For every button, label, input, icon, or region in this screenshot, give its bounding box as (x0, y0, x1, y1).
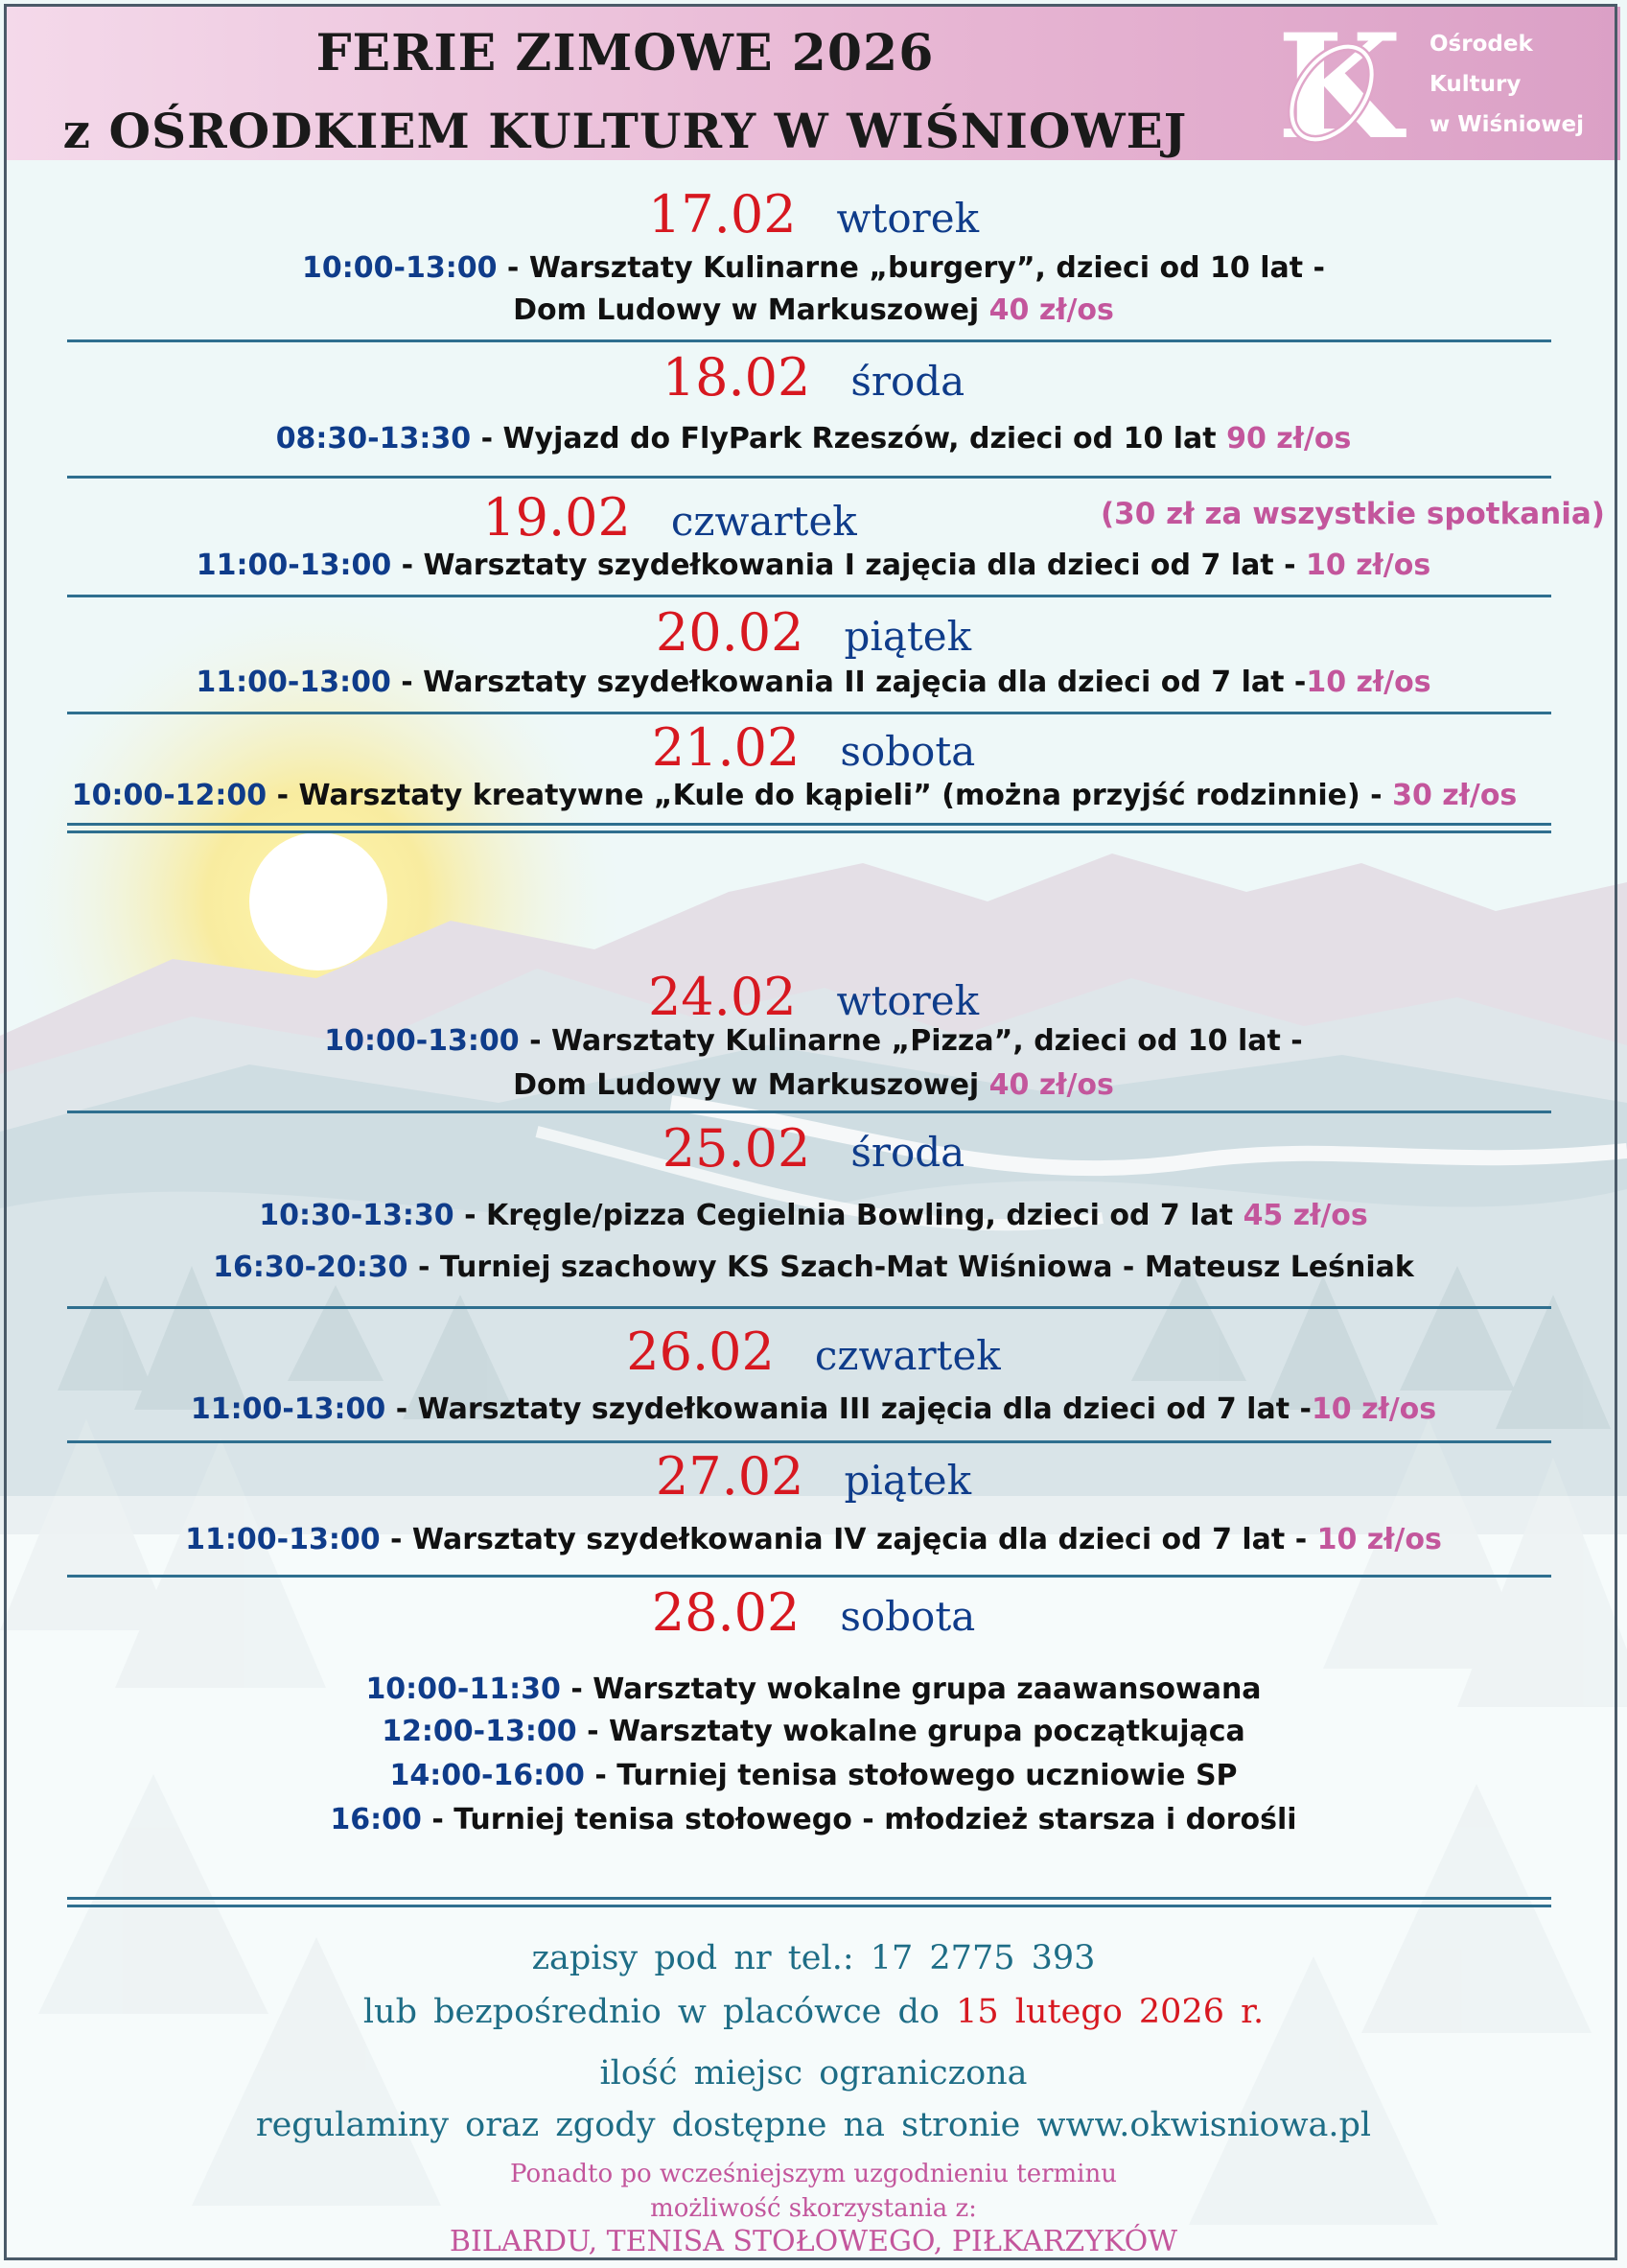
event-text: - Turniej tenisa stołowego uczniowie SP (584, 1759, 1238, 1792)
event-text: - Kręgle/pizza Cegielnia Bowling, dzieci od 7 lat (453, 1199, 1243, 1232)
day-date: 17.02 (647, 184, 797, 245)
day-date: 18.02 (662, 347, 811, 408)
poster-subtitle: z OŚRODKIEM KULTURY W WIŚNIOWEJ (62, 103, 1188, 159)
event-price: 90 zł/os (1226, 422, 1352, 456)
day-date: 28.02 (651, 1582, 801, 1643)
deadline-label: lub bezpośrednio w placówce do (362, 1993, 957, 2031)
event-price: 45 zł/os (1243, 1199, 1368, 1232)
event-price: 10 zł/os (1316, 1523, 1442, 1556)
event-price: 10 zł/os (1306, 549, 1431, 582)
day-date: 25.02 (662, 1118, 811, 1179)
day-name: sobota (840, 728, 976, 775)
event-text: Dom Ludowy w Markuszowej (513, 1068, 989, 1102)
event-time: 11:00-13:00 (185, 1523, 381, 1556)
event-time: 11:00-13:00 (190, 1392, 386, 1426)
price-note: (30 zł za wszystkie spotkania) (1101, 497, 1605, 531)
event-text: - Turniej tenisa stołowego - młodzież starsza i dorośli (421, 1803, 1297, 1836)
signup-phone-label: zapisy pod nr tel.: (531, 1939, 871, 1977)
event-price: 10 zł/os (1306, 666, 1431, 699)
day-date: 19.02 (482, 487, 631, 548)
event-text: Dom Ludowy w Markuszowej (513, 293, 989, 327)
event-time: 11:00-13:00 (196, 549, 392, 582)
extra-info-line1: Ponadto po wcześniejszym uzgodnieniu terminu (510, 2160, 1117, 2188)
event-time: 14:00-16:00 (389, 1759, 585, 1792)
logo-text-line1: Ośrodek (1429, 32, 1533, 57)
event-time: 10:00-12:00 (71, 779, 267, 812)
event-text: - Warsztaty szydełkowania I zajęcia dla dzieci od 7 lat - (391, 549, 1306, 582)
day-date: 26.02 (626, 1321, 775, 1382)
event-time: 16:30-20:30 (213, 1251, 408, 1284)
event-text: - Warsztaty wokalne grupa zaawansowana (560, 1672, 1262, 1706)
event-price: 40 zł/os (988, 1068, 1114, 1102)
regulations-info: regulaminy oraz zgody dostępne na stronie www.okwisniowa.pl (255, 2106, 1372, 2144)
day-date: 24.02 (647, 967, 797, 1027)
deadline-date: 15 lutego 2026 r. (956, 1993, 1265, 2031)
event-time: 10:00-13:00 (324, 1024, 520, 1058)
event-text: - Warsztaty Kulinarne „burgery”, dzieci od 10 lat - (497, 251, 1325, 285)
event-text: - Warsztaty szydełkowania II zajęcia dla dzieci od 7 lat - (390, 666, 1307, 699)
event-text: - Warsztaty szydełkowania IV zajęcia dla dzieci od 7 lat - (380, 1523, 1317, 1556)
day-date: 20.02 (655, 602, 804, 663)
logo-text-line3: w Wiśniowej (1429, 112, 1584, 137)
day-name: środa (850, 1129, 965, 1176)
day-name: środa (850, 358, 965, 405)
event-text: - Warsztaty kreatywne „Kule do kąpieli” (można przyjść rodzinnie) - (267, 779, 1393, 812)
event-price: 30 zł/os (1392, 779, 1518, 812)
extra-info-line2: możliwość skorzystania z: (650, 2194, 977, 2223)
event-time: 11:00-13:00 (196, 666, 391, 699)
day-name: czwartek (670, 498, 857, 545)
event-time: 08:30-13:30 (275, 422, 472, 456)
day-date: 21.02 (651, 717, 801, 778)
event-text: - Warsztaty szydełkowania III zajęcia dla dzieci od 7 lat - (385, 1392, 1312, 1426)
event-text: - Turniej szachowy KS Szach-Mat Wiśniowa - Mateusz Leśniak (407, 1251, 1414, 1284)
event-price: 10 zł/os (1311, 1392, 1437, 1426)
svg-text:K: K (1276, 24, 1403, 158)
event-time: 10:00-11:30 (365, 1672, 561, 1706)
event-text: - Wyjazd do FlyPark Rzeszów, dzieci od 10 lat (471, 422, 1227, 456)
event-time: 12:00-13:00 (382, 1715, 577, 1748)
day-name: czwartek (814, 1332, 1001, 1379)
extra-info-line3: BILARDU, TENISA STOŁOWEGO, PIŁKARZYKÓW (449, 2225, 1178, 2258)
phone-number: 17 2775 393 (870, 1939, 1096, 1977)
event-text: - Warsztaty Kulinarne „Pizza”, dzieci od 10 lat - (519, 1024, 1303, 1058)
day-name: piątek (844, 1457, 972, 1504)
event-time: 10:30-13:30 (259, 1199, 454, 1232)
day-name: sobota (840, 1593, 976, 1640)
day-name: wtorek (836, 977, 980, 1024)
limited-seats: ilość miejsc ograniczona (599, 2054, 1028, 2093)
logo-text-line2: Kultury (1429, 72, 1522, 97)
poster-frame (4, 4, 1617, 2260)
event-time: 16:00 (330, 1803, 422, 1836)
event-time: 10:00-13:00 (302, 251, 498, 285)
day-name: wtorek (836, 195, 980, 242)
event-text: - Warsztaty wokalne grupa początkująca (576, 1715, 1245, 1748)
event-price: 40 zł/os (988, 293, 1114, 327)
poster-title: FERIE ZIMOWE 2026 (315, 24, 935, 82)
day-date: 27.02 (655, 1446, 804, 1507)
day-name: piątek (844, 613, 972, 660)
